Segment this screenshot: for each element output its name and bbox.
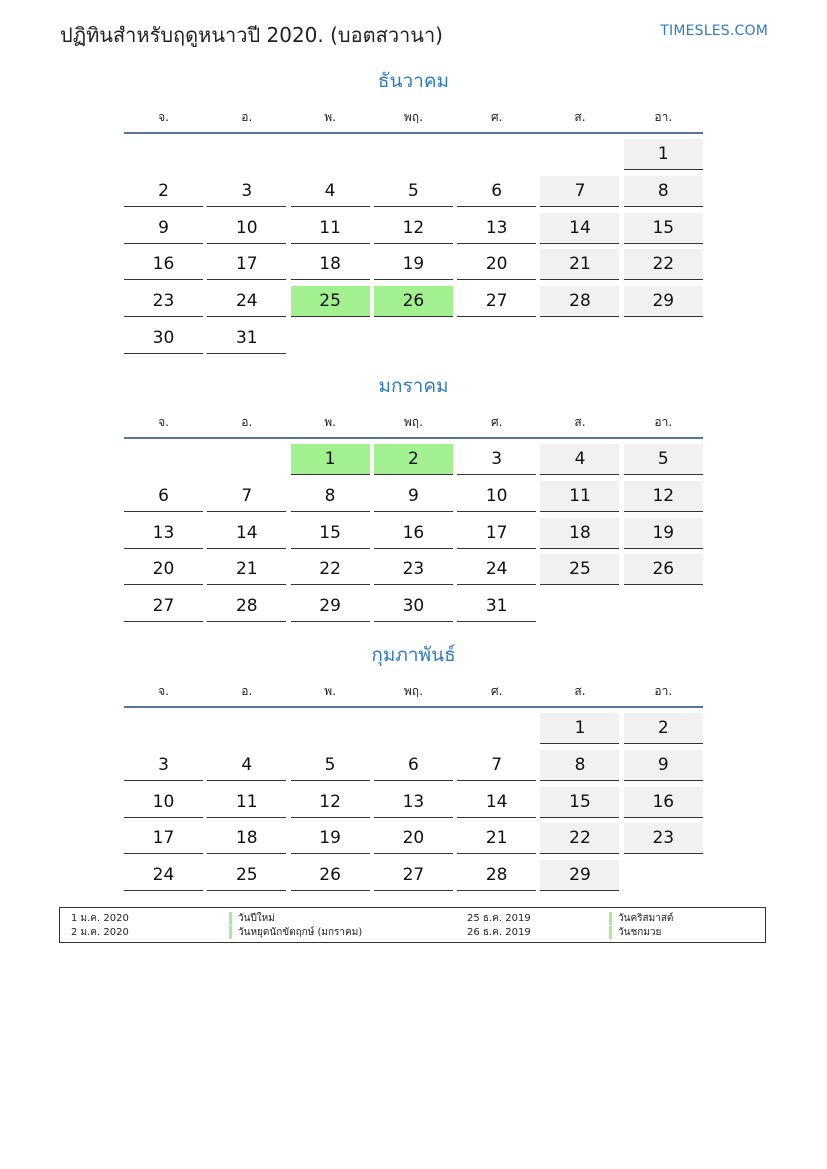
day-cell[interactable]: 20: [124, 554, 203, 585]
day-cell[interactable]: 10: [457, 481, 536, 512]
empty-day-cell: [540, 139, 619, 170]
day-cell[interactable]: 11: [540, 481, 619, 512]
weekday-label: อ.: [241, 110, 253, 124]
day-cell[interactable]: 16: [624, 787, 703, 818]
weekday-label: อา.: [654, 684, 673, 698]
day-cell[interactable]: 5: [374, 176, 453, 207]
day-cell[interactable]: 1: [624, 139, 703, 170]
day-cell[interactable]: 29: [540, 860, 619, 891]
day-cell[interactable]: 28: [457, 860, 536, 891]
weekday-label: ส.: [574, 110, 586, 124]
empty-day-cell: [457, 139, 536, 170]
day-cell[interactable]: 8: [291, 481, 370, 512]
day-cell[interactable]: 10: [124, 787, 203, 818]
legend-holiday-name: วันคริสมาสต์: [609, 912, 673, 925]
day-cell[interactable]: 30: [374, 591, 453, 622]
day-cell[interactable]: 22: [540, 823, 619, 854]
day-cell[interactable]: 14: [207, 518, 286, 549]
page-title: ปฏิทินสำหรับฤดูหนาวปี 2020. (บอตสวานา): [60, 23, 443, 47]
day-cell[interactable]: 19: [374, 249, 453, 280]
weekday-label: จ.: [158, 684, 169, 698]
weekday-label: ศ.: [490, 684, 503, 698]
day-cell[interactable]: 28: [207, 591, 286, 622]
day-cell[interactable]: 6: [124, 481, 203, 512]
day-cell[interactable]: 3: [124, 750, 203, 781]
day-cell[interactable]: 17: [457, 518, 536, 549]
day-cell[interactable]: 20: [374, 823, 453, 854]
day-cell[interactable]: 13: [374, 787, 453, 818]
day-cell[interactable]: 17: [207, 249, 286, 280]
month-title: ธันวาคม: [377, 70, 450, 92]
day-cell[interactable]: 24: [457, 554, 536, 585]
day-cell[interactable]: 6: [374, 750, 453, 781]
legend-holiday-name: วันหยุดนักขัตฤกษ์ (มกราคม): [229, 926, 362, 939]
day-cell[interactable]: 18: [540, 518, 619, 549]
empty-day-cell: [624, 591, 703, 622]
legend-date: 25 ธ.ค. 2019: [467, 913, 531, 924]
day-cell[interactable]: 15: [540, 787, 619, 818]
day-cell[interactable]: 23: [374, 554, 453, 585]
day-cell[interactable]: 5: [624, 444, 703, 475]
day-cell[interactable]: 4: [291, 176, 370, 207]
day-cell[interactable]: 31: [207, 323, 286, 354]
day-cell[interactable]: 19: [624, 518, 703, 549]
empty-day-cell: [291, 713, 370, 744]
day-cell[interactable]: 8: [540, 750, 619, 781]
day-cell[interactable]: 22: [291, 554, 370, 585]
month-block: [124, 66, 703, 360]
day-cell[interactable]: 5: [291, 750, 370, 781]
day-cell[interactable]: 21: [457, 823, 536, 854]
empty-day-cell: [291, 323, 370, 354]
empty-day-cell: [124, 713, 203, 744]
day-cell[interactable]: 6: [457, 176, 536, 207]
day-cell[interactable]: 25: [540, 554, 619, 585]
weekday-label: ศ.: [490, 110, 503, 124]
weekday-label: ศ.: [490, 415, 503, 429]
weekday-label: อา.: [654, 415, 673, 429]
day-cell[interactable]: 12: [374, 213, 453, 244]
day-cell[interactable]: 2: [624, 713, 703, 744]
day-cell[interactable]: 18: [207, 823, 286, 854]
day-cell[interactable]: 11: [207, 787, 286, 818]
empty-day-cell: [457, 713, 536, 744]
empty-day-cell: [207, 139, 286, 170]
holiday-day-cell[interactable]: 26: [374, 286, 453, 317]
day-cell[interactable]: 29: [291, 591, 370, 622]
empty-day-cell: [374, 323, 453, 354]
empty-day-cell: [124, 139, 203, 170]
holiday-day-cell[interactable]: 25: [291, 286, 370, 317]
weekday-label: จ.: [158, 415, 169, 429]
day-cell[interactable]: 24: [207, 286, 286, 317]
day-cell[interactable]: 4: [540, 444, 619, 475]
holiday-day-cell[interactable]: 2: [374, 444, 453, 475]
day-grid: [124, 713, 703, 897]
day-cell[interactable]: 19: [291, 823, 370, 854]
day-cell[interactable]: 23: [624, 823, 703, 854]
empty-day-cell: [207, 444, 286, 475]
month-title: กุมภาพันธ์: [371, 644, 456, 666]
holiday-day-cell[interactable]: 1: [291, 444, 370, 475]
empty-day-cell: [124, 444, 203, 475]
weekday-label: พฤ.: [403, 110, 423, 124]
legend-row: [60, 912, 765, 925]
day-cell[interactable]: 15: [624, 213, 703, 244]
legend-date: 26 ธ.ค. 2019: [467, 927, 531, 938]
empty-day-cell: [374, 713, 453, 744]
weekday-label: พ.: [324, 684, 336, 698]
day-cell[interactable]: 20: [457, 249, 536, 280]
day-cell[interactable]: 4: [207, 750, 286, 781]
day-cell[interactable]: 24: [124, 860, 203, 891]
day-cell[interactable]: 30: [124, 323, 203, 354]
day-cell[interactable]: 26: [291, 860, 370, 891]
weekday-label: อ.: [241, 415, 253, 429]
day-cell[interactable]: 15: [291, 518, 370, 549]
day-cell[interactable]: 12: [624, 481, 703, 512]
day-cell[interactable]: 9: [624, 750, 703, 781]
brand-link[interactable]: TIMESLES.COM: [660, 23, 768, 39]
day-cell[interactable]: 26: [624, 554, 703, 585]
day-grid: [124, 444, 703, 628]
day-cell[interactable]: 1: [540, 713, 619, 744]
day-cell[interactable]: 25: [207, 860, 286, 891]
weekday-label: พ.: [324, 110, 336, 124]
month-block: [124, 371, 703, 628]
day-cell[interactable]: 17: [124, 823, 203, 854]
day-cell[interactable]: 13: [457, 213, 536, 244]
month-title: มกราคม: [378, 375, 449, 397]
day-cell[interactable]: 23: [124, 286, 203, 317]
day-cell[interactable]: 3: [457, 444, 536, 475]
day-cell[interactable]: 27: [374, 860, 453, 891]
weekday-label: อ.: [241, 684, 253, 698]
empty-day-cell: [540, 591, 619, 622]
day-cell[interactable]: 29: [624, 286, 703, 317]
empty-day-cell: [540, 323, 619, 354]
day-cell[interactable]: 27: [457, 286, 536, 317]
weekday-label: พฤ.: [403, 684, 423, 698]
day-cell[interactable]: 2: [124, 176, 203, 207]
day-grid: [124, 139, 703, 360]
holiday-legend: [59, 907, 766, 943]
weekday-label: ส.: [574, 415, 586, 429]
empty-day-cell: [207, 713, 286, 744]
day-cell[interactable]: 8: [624, 176, 703, 207]
day-cell[interactable]: 16: [374, 518, 453, 549]
legend-row: [60, 926, 765, 939]
day-cell[interactable]: 16: [124, 249, 203, 280]
day-cell[interactable]: 7: [457, 750, 536, 781]
day-cell[interactable]: 3: [207, 176, 286, 207]
day-cell[interactable]: 12: [291, 787, 370, 818]
day-cell[interactable]: 13: [124, 518, 203, 549]
weekday-label: ส.: [574, 684, 586, 698]
weekday-label: พฤ.: [403, 415, 423, 429]
month-block: [124, 640, 703, 897]
weekday-header: [124, 407, 703, 439]
empty-day-cell: [291, 139, 370, 170]
day-cell[interactable]: 21: [540, 249, 619, 280]
day-cell[interactable]: 28: [540, 286, 619, 317]
day-cell[interactable]: 18: [291, 249, 370, 280]
weekday-header: [124, 676, 703, 708]
day-cell[interactable]: 9: [374, 481, 453, 512]
day-cell[interactable]: 14: [540, 213, 619, 244]
legend-date: 1 ม.ค. 2020: [71, 913, 129, 924]
empty-day-cell: [374, 139, 453, 170]
weekday-label: อา.: [654, 110, 673, 124]
day-cell[interactable]: 14: [457, 787, 536, 818]
day-cell[interactable]: 31: [457, 591, 536, 622]
day-cell[interactable]: 27: [124, 591, 203, 622]
day-cell[interactable]: 9: [124, 213, 203, 244]
legend-date: 2 ม.ค. 2020: [71, 927, 129, 938]
day-cell[interactable]: 11: [291, 213, 370, 244]
legend-holiday-name: วันชกมวย: [609, 926, 661, 939]
day-cell[interactable]: 7: [207, 481, 286, 512]
empty-day-cell: [624, 860, 703, 891]
empty-day-cell: [624, 323, 703, 354]
legend-holiday-name: วันปีใหม่: [229, 912, 275, 925]
weekday-label: จ.: [158, 110, 169, 124]
day-cell[interactable]: 22: [624, 249, 703, 280]
weekday-label: พ.: [324, 415, 336, 429]
empty-day-cell: [457, 323, 536, 354]
weekday-header: [124, 102, 703, 134]
day-cell[interactable]: 21: [207, 554, 286, 585]
day-cell[interactable]: 10: [207, 213, 286, 244]
day-cell[interactable]: 7: [540, 176, 619, 207]
